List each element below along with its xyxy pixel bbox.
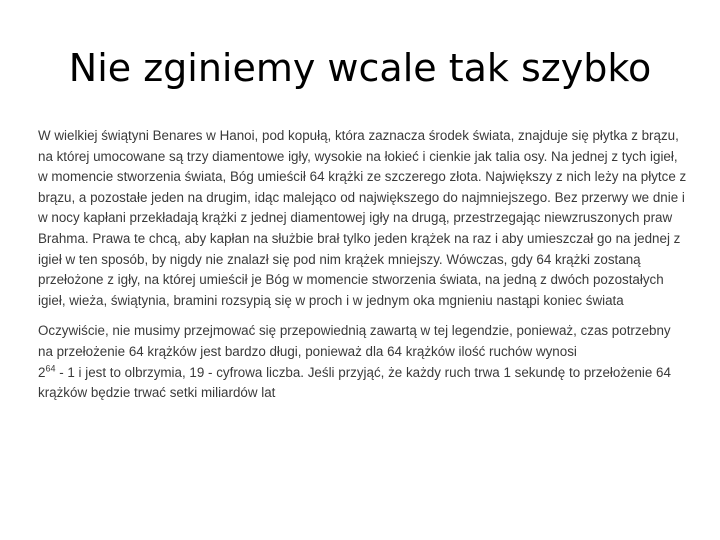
paragraph-explanation bbox=[38, 321, 688, 403]
paragraph-legend: W wielkiej świątyni Benares w Hanoi, pod kopułą, która zaznacza środek świata, znajduje się płytka z brązu, na której umocowane są trzy diamentowe igły, wysokie na łokieć i cienkie jak talia osy. Na jednej z tych igieł, w momencie stworzenia świata, Bóg umieścił 64 krążki ze szczerego złota. Największy z nich leży na płytce z brązu, a pozostałe jeden na drugim, idąc malejąco od największego do najmniejszego. Bez przerwy we dnie i w nocy kapłani przekładają krążki z jednej diamentowej igły na drugą, przestrzegając niewzruszonych praw Brahma. Prawa te chcą, aby kapłan na służbie brał tylko jeden krążek na raz i aby umieszczał go na jednej z igieł w ten sposób, by nigdy nie znalazł się pod nim krążek mniejszy. Wówczas, gdy 64 krążki zostaną przełożone z igły, na której umieścił je Bóg w momencie stworzenia świata, na jedną z dwóch pozostałych igieł, wieża, świątynia, bramini rozsypią się w proch i w jednym oka mgnieniu nastąpi koniec świata bbox=[38, 128, 687, 308]
paragraph-explanation-text-after: - 1 i jest to olbrzymia, 19 - cyfrowa liczba. Jeśli przyjąć, że każdy ruch trwa 1 sekundę to przełożenie 64 krążków będzie trwać setki miliardów lat bbox=[38, 364, 671, 401]
slide-content bbox=[38, 126, 688, 404]
slide-title: Nie zginiemy wcale tak szybko bbox=[68, 46, 652, 90]
paragraph-explanation-text-before: Oczywiście, nie musimy przejmować się przepowiednią zawartą w tej legendzie, ponieważ, czas potrzebny na przełożenie 64 krążków jest bardzo długi, ponieważ dla 64 krążków ilość ruchów wynosi bbox=[38, 323, 671, 359]
power-exponent: 64 bbox=[45, 363, 56, 374]
power-base: 2 bbox=[38, 364, 46, 380]
